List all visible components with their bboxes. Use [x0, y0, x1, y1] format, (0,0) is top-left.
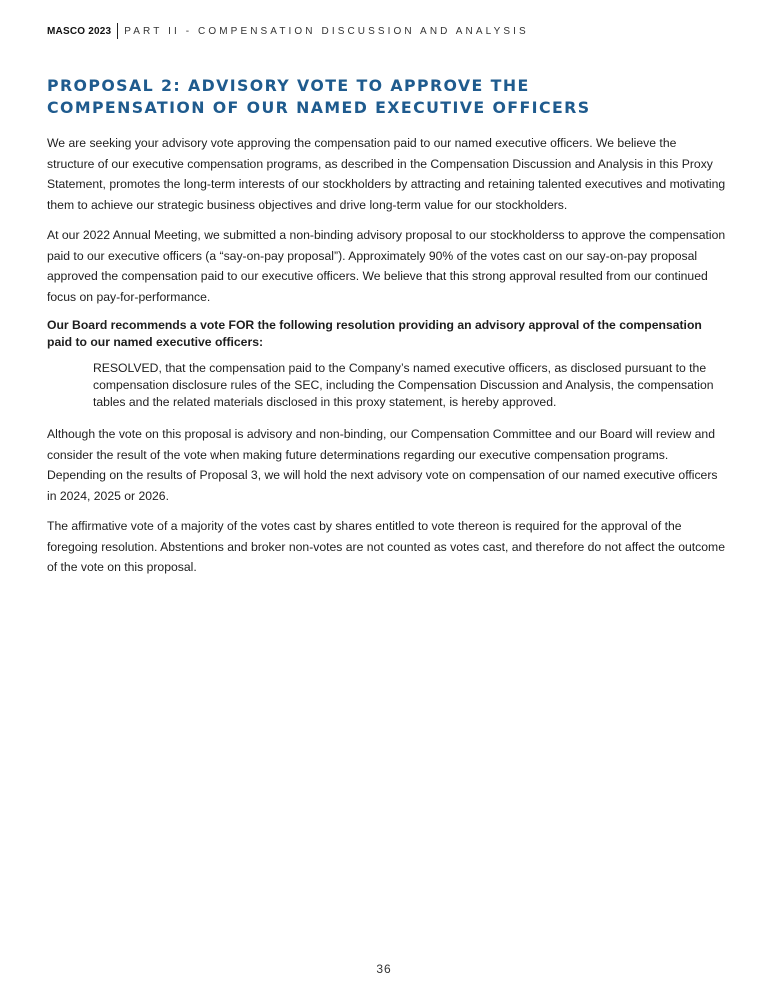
company-name: MASCO 2023	[47, 25, 112, 37]
proposal-title-line-1: PROPOSAL 2: ADVISORY VOTE TO APPROVE THE	[47, 76, 530, 95]
resolution-text: RESOLVED, that the compensation paid to the Company’s named executive officers, as disclosed pursuant to the compensation disclosure rules of the SEC, including the Compensation Discussion and Analysis, the compensation tables and the related materials disclosed in this proxy statement, is hereby approved.	[93, 361, 714, 409]
intro-paragraph: We are seeking your advisory vote approving the compensation paid to our named executive officers. We believe the structure of our executive compensation programs, as described in the Compensation Discussion and Analysis in this Proxy Statement, promotes the long-term interests of our stockholders by attracting and retaining talented executives and motivating them to achieve our strategic business objectives and drive long-term value for our stockholders.	[47, 136, 726, 212]
running-header	[47, 22, 529, 40]
vote-requirement-paragraph: The affirmative vote of a majority of the votes cast by shares entitled to vote thereon is required for the approval of the foregoing resolution. Abstentions and broker non-votes are not counted as votes cast, and therefore do not affect the outcome of the vote on this proposal.	[47, 519, 725, 574]
page-content	[47, 75, 727, 588]
say-on-pay-paragraph: At our 2022 Annual Meeting, we submitted a non-binding advisory proposal to our stockholderss to approve the compensation paid to our executive officers (a “say-on-pay proposal”). Approximately 90% of the votes cast on our say-on-pay proposal approved the compensation paid to our executive officers. We believe that this strong approval resulted from our continued focus on pay-for-performance.	[47, 228, 726, 304]
advisory-vote-paragraph: Although the vote on this proposal is advisory and non-binding, our Compensation Committee and our Board will review and consider the result of the vote when making future determinations regarding our executive compensation programs. Depending on the results of Proposal 3, we will hold the next advisory vote on compensation of our named executive officers in 2024, 2025 or 2026.	[47, 427, 718, 503]
proposal-title-line-2: COMPENSATION OF OUR NAMED EXECUTIVE OFFICERS	[47, 98, 591, 117]
page-number: 36	[376, 962, 392, 976]
header-divider	[117, 23, 118, 39]
proposal-title	[47, 75, 727, 119]
board-recommendation: Our Board recommends a vote FOR the following resolution providing an advisory approval of the compensation paid to our named executive officers:	[47, 318, 702, 349]
section-title: PART II - COMPENSATION DISCUSSION AND ANALYSIS	[124, 25, 529, 37]
